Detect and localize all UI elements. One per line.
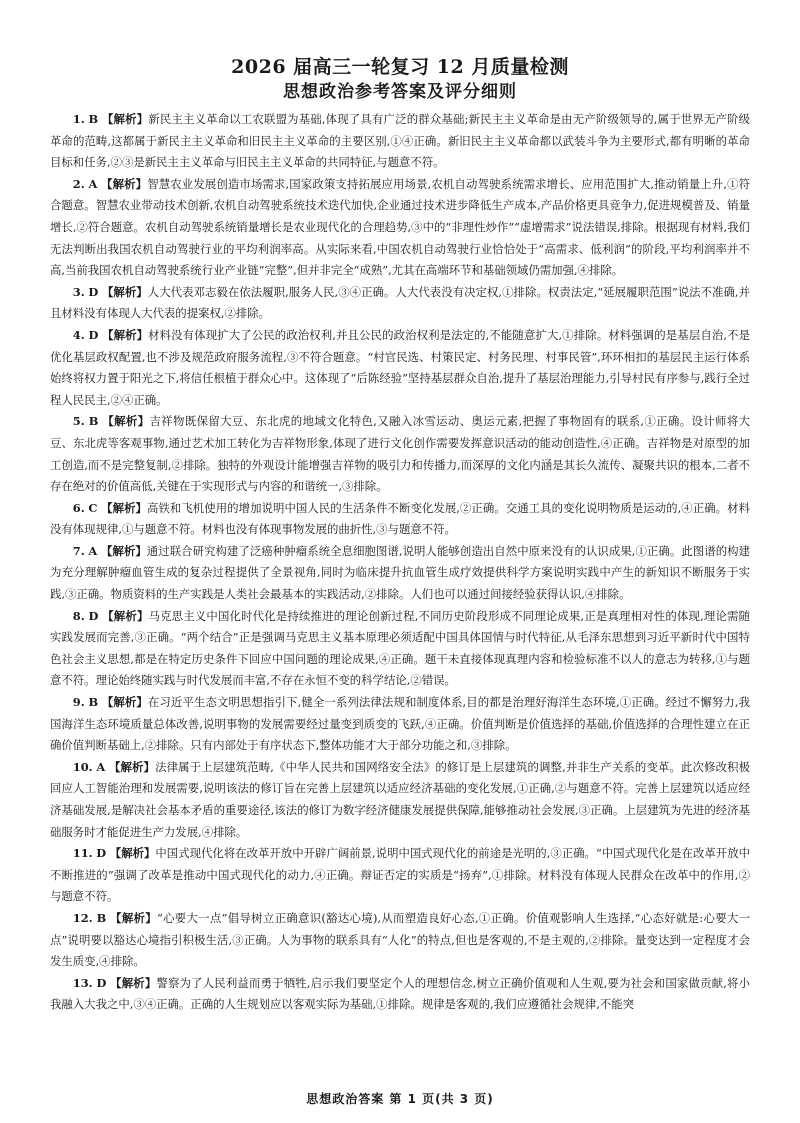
item-answer: B [88, 695, 99, 710]
page-footer: 思想政治答案 第 1 页(共 3 页) [306, 1092, 494, 1106]
item-answer: D [96, 975, 107, 990]
item-explanation: 中国式现代化将在改革开放中开辟广阔前景,说明中国式现代化的前途是光明的,③正确。“中国式现代化是在改革开放中不断推进的”强调了改革是推动中国式现代化的动力,④正确。辩证否定的实质是“扬弃”,①排除。材料没有体现人民群众在改革中的作用,②与题意不符。 [50, 846, 750, 904]
item-answer: D [88, 608, 99, 623]
item-number: 10. [72, 759, 93, 774]
item-answer: A [96, 759, 106, 774]
answer-item [50, 541, 750, 606]
item-tag: 【解析】 [100, 543, 147, 558]
item-tag: 【解析】 [101, 500, 147, 515]
item-number: 8. [72, 608, 85, 623]
answer-item [50, 606, 750, 692]
item-tag: 【解析】 [102, 608, 149, 623]
item-number: 11. [72, 846, 93, 861]
item-tag: 【解析】 [101, 695, 148, 710]
answer-item [50, 411, 750, 497]
answer-item [50, 692, 750, 757]
item-number: 6. [72, 500, 85, 515]
item-explanation: 材料没有体现扩大了公民的政治权利,并且公民的政治权利是法定的,不能随意扩大,①排除。材料强调的是基层自治,不是优化基层政权配置,也不涉及规范政府服务流程,③不符合题意。“村官民选、村策民定、村务民理、村事民管”,环环相扣的基层民主运行体系始终将权力置于阳光之下,将信任根植于群众心中。这体现了“后陈经验”坚持基层群众自治,提升了基层治理能力,引导村民有序参与,践行全过程人民民主,②④正确。 [50, 327, 750, 407]
item-answer: B [88, 414, 99, 429]
item-tag: 【解析】 [110, 975, 157, 990]
item-number: 2. [72, 176, 85, 191]
item-number: 7. [72, 543, 85, 558]
item-explanation: 高铁和飞机使用的增加说明中国人民的生活条件不断变化发展,②正确。交通工具的变化说明物质是运动的,④正确。材料没有体现规律,①与题意不符。材料也没有体现事物发展的曲折性,③与题意不符。 [50, 500, 750, 537]
item-explanation: 吉祥物既保留大豆、东北虎的地域文化特色,又融入冰雪运动、奥运元素,把握了事物固有的联系,①正确。设计师将大豆、东北虎等客观事物,通过艺术加工转化为吉祥物形象,体现了进行文化创作需要发挥意识活动的能动创造性,④正确。吉祥物是对原型的加工创造,而不是完整复制,②排除。独特的外观设计能增强吉祥物的吸引力和传播力,而深厚的文化内涵是其长久流传、凝聚共识的根本,二者不存在绝对的价值高低,关键在于实现形式与内容的和谐统一,③排除。 [50, 414, 750, 494]
item-number: 1. [72, 112, 85, 126]
item-tag: 【解析】 [102, 414, 150, 429]
item-number: 13. [72, 975, 93, 990]
answer-item [50, 973, 750, 1016]
item-explanation: 法律属于上层建筑范畴,《中华人民共和国网络安全法》的修订是上层建筑的调整,并非生产关系的变革。此次修改积极回应人工智能治理和发展需要,说明该法的修订旨在完善上层建筑以适应经济基础的变化发展,①正确,②与题意不符。完善上层建筑以适应经济基础发展,是解决社会基本矛盾的重要途径,该法的修订为数字经济健康发展提供保障,能够推动社会发展,③正确。上层建筑为先进的经济基础服务时才能促进生产力发展,④排除。 [50, 759, 751, 839]
item-explanation: 通过联合研究构建了泛癌种肿瘤系统全息细胞图谱,说明人能够创造出自然中原来没有的认识成果,①正确。此图谱的构建为充分理解肿瘤血管生成的复杂过程提供了全景视角,同时为临床提升抗血管生成疗效提供科学方案说明实践中产生的新知识不断服务于实践,③正确。物质资料的生产实践是人类社会最基本的实践活动,②排除。人们也可以通过间接经验获得认识,④排除。 [50, 543, 751, 602]
page-title: 2026 届高三一轮复习 12 月质量检测 [231, 56, 569, 78]
answer-item [50, 498, 750, 541]
item-explanation: 新民主主义革命以工农联盟为基础,体现了具有广泛的群众基础;新民主主义革命是由无产阶级领导的,属于世界无产阶级革命的范畴,这都属于新民主主义革命和旧民主主义革命的主要区别,①④正确。新旧民主主义革命都以武装斗争为主要形式,都有明晰的革命目标和任务,②③是新民主主义革命与旧民主主义革命的共同特征,与题意不符。 [50, 112, 750, 170]
answer-item [50, 174, 750, 282]
item-tag: 【解析】 [101, 284, 148, 299]
item-number: 12. [72, 910, 93, 925]
answer-item [50, 109, 750, 174]
item-explanation: 人大代表邓志毅在依法履职,服务人民,③④正确。人大代表没有决定权,①排除。权责法定,“延展履职范围”说法不准确,并且材料没有体现人大代表的提案权,②排除。 [50, 284, 750, 321]
item-number: 4. [72, 327, 85, 342]
item-explanation: “心要大一点”倡导树立正确意识(豁达心境),从而塑造良好心态,①正确。价值观影响人生选择,“心态好就是:心要大一点”说明要以豁达心境指引积极生活,③正确。人为事物的联系具有“人化”的特点,但也是客观的,不是主观的,②排除。量变达到一定程度才会发生质变,④排除。 [50, 910, 750, 969]
item-answer: B [96, 910, 107, 925]
item-answer: A [88, 176, 98, 191]
answer-list [50, 109, 750, 1016]
answer-item [50, 843, 750, 908]
item-answer: B [88, 112, 99, 126]
item-explanation: 警察为了人民利益而勇于牺牲,启示我们要坚定个人的理想信念,树立正确价值观和人生观,要为社会和国家做贡献,将小我融入大我之中,③④正确。正确的人生规划应以客观实际为基础,①排除。规律是客观的,我们应遵循社会规律,不能突 [50, 975, 750, 1012]
answer-item [50, 757, 750, 843]
item-number: 5. [72, 414, 85, 429]
item-answer: D [96, 846, 107, 861]
answer-item [50, 908, 750, 973]
item-answer: C [88, 500, 98, 515]
item-tag: 【解析】 [101, 176, 148, 191]
item-answer: D [88, 284, 99, 299]
page-subtitle: 思想政治参考答案及评分细则 [283, 82, 517, 102]
item-explanation: 智慧农业发展创造市场需求,国家政策支持拓展应用场景,农机自动驾驶系统需求增长、应用范围扩大,推动销量上升,①符合题意。智慧农业带动技术创新,农机自动驾驶系统技术迭代加快,企业通过技术进步降低生产成本,产品价格更具竞争力,促进规模普及、销量增长,②符合题意。农机自动驾驶系统销量增长是农业现代化的合理趋势,③中的“非理性炒作”“虚增需求”说法错误,排除。根据现有材料,我们无法判断出我国农机自动驾驶行业的平均利润率高。从实际来看,中国农机自动驾驶行业恰恰处于“高需求、低利润”的阶段,平均利润率并不高,当前我国农机自动驾驶系统行业产业链“完整”,但并非完全“成熟”,尤其在高端环节和基础领域仍需加强,④排除。 [50, 176, 750, 278]
item-number: 3. [72, 284, 85, 299]
item-answer: D [88, 327, 99, 342]
answer-item [50, 282, 750, 325]
item-explanation: 马克思主义中国化时代化是持续推进的理论创新过程,不同历史阶段形成不同理论成果,正是真理相对性的体现,理论需随实践发展而完善,③正确。“两个结合”正是强调马克思主义基本原理必须适配中国具体国情与时代特征,从毛泽东思想到习近平新时代中国特色社会主义思想,都是在特定历史条件下回应中国问题的理论成果,④正确。题干未直接体现真理内容和检验标准不以人的意志为转移,①与题意不符。理论始终随实践与时代发展而丰富,不存在永恒不变的科学结论,②错误。 [50, 608, 750, 688]
item-tag: 【解析】 [102, 327, 149, 342]
item-number: 9. [72, 695, 85, 710]
item-tag: 【解析】 [110, 910, 157, 925]
item-answer: A [88, 543, 98, 558]
answer-item [50, 325, 750, 411]
item-tag: 【解析】 [101, 112, 149, 126]
item-explanation: 在习近平生态文明思想指引下,健全一系列法律法规和制度体系,目的都是治理好海洋生态环境,①正确。经过不懈努力,我国海洋生态环境质量总体改善,说明事物的发展需要经过量变到质变的飞跃,④正确。价值判断是价值选择的基础,价值选择的合理性建立在正确价值判断基础上,②排除。只有内部处于有序状态下,整体功能才大于部分功能之和,③排除。 [50, 695, 750, 753]
item-tag: 【解析】 [109, 759, 156, 774]
item-tag: 【解析】 [109, 846, 156, 861]
